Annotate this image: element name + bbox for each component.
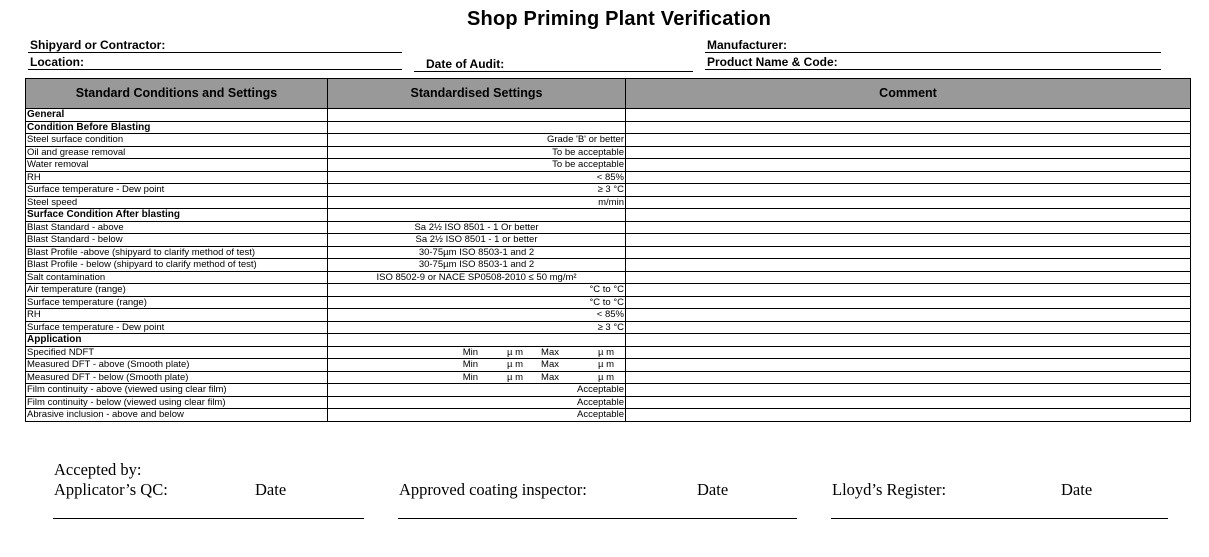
table-row [26,334,1191,347]
location-label: Location: [30,55,84,69]
table-header-row [26,79,1191,109]
comment-cell[interactable] [626,309,1191,322]
max-label: Max [541,371,559,383]
standardised-setting: Acceptable [328,384,626,397]
standardised-setting: < 85% [328,171,626,184]
comment-cell[interactable] [626,184,1191,197]
comment-cell[interactable] [626,159,1191,172]
applicator-date-label: Date [255,480,287,499]
standardised-setting: < 85% [328,309,626,322]
condition-label: Measured DFT - above (Smooth plate) [26,359,328,372]
standardised-setting [328,209,626,222]
table-row [26,359,1191,372]
table-row [26,209,1191,222]
standardised-setting [328,334,626,347]
standardised-setting: Sa 2½ ISO 8501 - 1 Or better [328,221,626,234]
unit-label: µ m [506,371,523,383]
standardised-setting: To be acceptable [328,159,626,172]
table-row [26,121,1191,134]
min-label: Min [462,371,478,383]
page-title: Shop Priming Plant Verification [466,8,772,30]
table-row [26,409,1191,422]
comment-cell[interactable] [626,334,1191,347]
condition-label: Film continuity - below (viewed using clear film) [26,396,328,409]
accepted-by-label: Accepted by: [54,460,142,479]
table-row [26,321,1191,334]
comment-cell[interactable] [626,209,1191,222]
condition-label: General [26,109,328,122]
applicator-qc-label: Applicator’s QC: [54,480,168,499]
standardised-setting: To be acceptable [328,146,626,159]
standardised-setting: m/min [328,196,626,209]
comment-cell[interactable] [626,396,1191,409]
table-row [26,396,1191,409]
standardised-setting [328,371,626,384]
min-label: Min [462,359,478,371]
standardised-setting: °C to °C [328,296,626,309]
lloyds-date-label: Date [1061,480,1093,499]
comment-cell[interactable] [626,121,1191,134]
column-header: Standardised Settings [328,79,626,109]
comment-cell[interactable] [626,384,1191,397]
condition-label: Abrasive inclusion - above and below [26,409,328,422]
max-label: Max [541,359,559,371]
condition-label: Blast Profile -above (shipyard to clarify method of test) [26,246,328,259]
condition-label: Oil and grease removal [26,146,328,159]
table-row [26,371,1191,384]
verification-table [25,78,1191,422]
standardised-setting: ≥ 3 °C [328,321,626,334]
column-header: Comment [626,79,1191,109]
condition-label: Blast Standard - above [26,221,328,234]
standardised-setting [328,346,626,359]
condition-label: RH [26,171,328,184]
standardised-setting: ISO 8502-9 or NACE SP0508-2010 ≤ 50 mg/m² [328,271,626,284]
applicator-signature-line[interactable] [53,518,364,519]
inspector-label: Approved coating inspector: [399,480,587,499]
comment-cell[interactable] [626,221,1191,234]
comment-cell[interactable] [626,134,1191,147]
location-field[interactable] [28,55,402,70]
table-row [26,271,1191,284]
table-row [26,184,1191,197]
standardised-setting: ≥ 3 °C [328,184,626,197]
condition-label: Surface temperature - Dew point [26,321,328,334]
condition-label: Surface temperature - Dew point [26,184,328,197]
table-row [26,384,1191,397]
table-row [26,346,1191,359]
table-row [26,221,1191,234]
condition-label: Specified NDFT [26,346,328,359]
shipyard-field[interactable] [28,38,402,53]
inspector-signature-line[interactable] [398,518,797,519]
standardised-setting: 30-75µm ISO 8503-1 and 2 [328,246,626,259]
comment-cell[interactable] [626,271,1191,284]
standardised-setting: Sa 2½ ISO 8501 - 1 or better [328,234,626,247]
comment-cell[interactable] [626,259,1191,272]
table-row [26,234,1191,247]
condition-label: RH [26,309,328,322]
product-label: Product Name & Code: [707,55,838,69]
comment-cell[interactable] [626,346,1191,359]
comment-cell[interactable] [626,321,1191,334]
standardised-setting [328,109,626,122]
standardised-setting [328,359,626,372]
table-row [26,109,1191,122]
inspector-date-label: Date [697,480,729,499]
condition-label: Measured DFT - below (Smooth plate) [26,371,328,384]
manufacturer-label: Manufacturer: [707,38,788,52]
table-row [26,159,1191,172]
column-header: Standard Conditions and Settings [26,79,328,109]
condition-label: Surface temperature (range) [26,296,328,309]
comment-cell[interactable] [626,284,1191,297]
condition-label: Steel speed [26,196,328,209]
condition-label: Steel surface condition [26,134,328,147]
comment-cell[interactable] [626,296,1191,309]
table-row [26,134,1191,147]
comment-cell[interactable] [626,409,1191,422]
condition-label: Air temperature (range) [26,284,328,297]
comment-cell[interactable] [626,246,1191,259]
max-label: Max [541,346,559,358]
standardised-setting: Acceptable [328,396,626,409]
comment-cell[interactable] [626,371,1191,384]
unit-label: µ m [597,371,614,383]
condition-label: Application [26,334,328,347]
standardised-setting [328,121,626,134]
condition-label: Water removal [26,159,328,172]
shipyard-label: Shipyard or Contractor: [30,38,166,52]
lloyds-signature-line[interactable] [831,518,1168,519]
date-of-audit-label: Date of Audit: [426,57,505,71]
table-row [26,309,1191,322]
standardised-setting: Grade 'B' or better [328,134,626,147]
table-row [26,171,1191,184]
lloyds-register-label: Lloyd’s Register: [832,480,947,499]
comment-cell[interactable] [626,196,1191,209]
unit-label: µ m [597,346,614,358]
table-row [26,259,1191,272]
comment-cell[interactable] [626,171,1191,184]
table-row [26,296,1191,309]
unit-label: µ m [506,359,523,371]
unit-label: µ m [597,359,614,371]
table-row [26,196,1191,209]
product-field[interactable] [705,55,1161,70]
standardised-setting: Acceptable [328,409,626,422]
standardised-setting: 30-75µm ISO 8503-1 and 2 [328,259,626,272]
table-row [26,146,1191,159]
comment-cell[interactable] [626,359,1191,372]
comment-cell[interactable] [626,109,1191,122]
condition-label: Blast Profile - below (shipyard to clarify method of test) [26,259,328,272]
condition-label: Salt contamination [26,271,328,284]
manufacturer-field[interactable] [705,38,1161,53]
condition-label: Condition Before Blasting [26,121,328,134]
comment-cell[interactable] [626,234,1191,247]
table-row [26,284,1191,297]
condition-label: Surface Condition After blasting [26,209,328,222]
condition-label: Film continuity - above (viewed using clear film) [26,384,328,397]
table-row [26,246,1191,259]
min-label: Min [462,346,478,358]
comment-cell[interactable] [626,146,1191,159]
unit-label: µ m [506,346,523,358]
condition-label: Blast Standard - below [26,234,328,247]
date-of-audit-field[interactable] [414,57,693,72]
standardised-setting: °C to °C [328,284,626,297]
